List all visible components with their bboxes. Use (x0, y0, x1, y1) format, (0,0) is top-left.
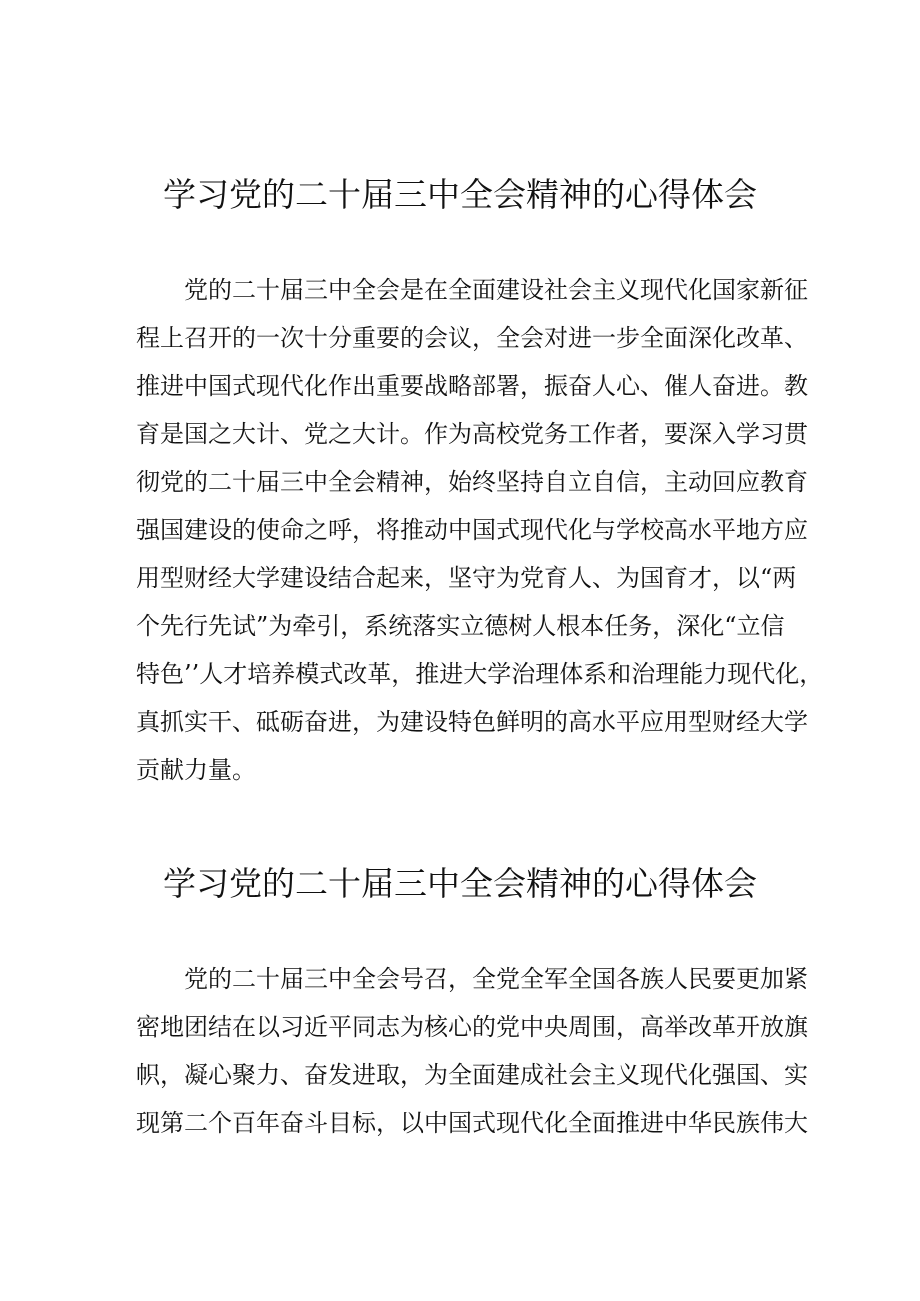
paragraph-line: 党的二十届三中全会是在全面建设社会主义现代化国家新征 (184, 276, 808, 304)
paragraph-line: 个先行先试”为牵引，系统落实立德树人根本任务，深化“立信 (136, 612, 785, 640)
paragraph-line: 贡献力量。 (136, 756, 256, 784)
section-2-paragraph (136, 955, 808, 1147)
paragraph-line: 推进中国式现代化作出重要战略部署，振奋人心、催人奋进。教 (136, 372, 808, 400)
paragraph-line: 彻党的二十届三中全会精神，始终坚持自立自信，主动回应教育 (136, 468, 808, 496)
paragraph-line: 程上召开的一次十分重要的会议，全会对进一步全面深化改革、 (136, 324, 808, 352)
paragraph-line: 真抓实干、砥砺奋进，为建设特色鲜明的高水平应用型财经大学 (136, 708, 808, 736)
paragraph-line: 帜，凝心聚力、奋发进取，为全面建成社会主义现代化强国、实 (136, 1061, 808, 1089)
paragraph-line: 密地团结在以习近平同志为核心的党中央周围，高举改革开放旗 (136, 1013, 808, 1041)
paragraph-line: 党的二十届三中全会号召，全党全军全国各族人民要更加紧 (184, 965, 808, 993)
section-2-title: 学习党的二十届三中全会精神的心得体会 (163, 864, 757, 903)
paragraph-line: 现第二个百年奋斗目标，以中国式现代化全面推进中华民族伟大 (136, 1109, 808, 1137)
section-1-paragraph (136, 266, 824, 794)
paragraph-line: 强国建设的使命之呼，将推动中国式现代化与学校高水平地方应 (136, 516, 808, 544)
paragraph-line: 特色’’人才培养模式改革，推进大学治理体系和治理能力现代化， (136, 660, 824, 688)
section-1-title: 学习党的二十届三中全会精神的心得体会 (163, 175, 757, 214)
paragraph-line: 育是国之大计、党之大计。作为高校党务工作者，要深入学习贯 (136, 420, 808, 448)
paragraph-line: 用型财经大学建设结合起来，坚守为党育人、为国育才，以“两 (136, 564, 797, 592)
